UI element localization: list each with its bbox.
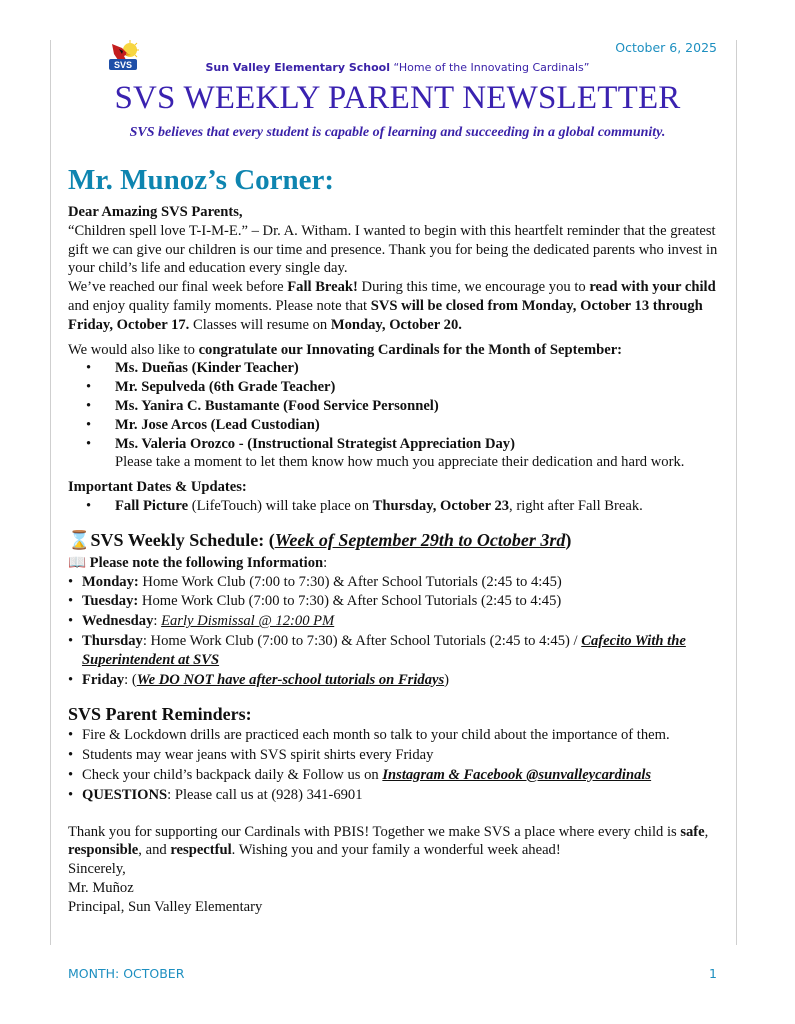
schedule-note-label: Please note the following Information: [89, 554, 324, 571]
text-run: ,: [704, 823, 709, 840]
list-item: [68, 359, 728, 378]
school-motto: SVS believes that every student is capable of learning and succeeding in a global community.: [129, 125, 666, 140]
day-text: :: [153, 613, 162, 630]
greeting: [68, 203, 728, 222]
signature-title: Principal, Sun Valley Elementary: [68, 898, 263, 915]
cafecito-link[interactable]: Cafecito With the Superintendent at SVS: [82, 632, 686, 668]
schedule-item-thursday: [68, 632, 728, 670]
school-tagline: “Home of the Innovating Cardinals”: [393, 61, 590, 74]
closure-dates-bold: SVS will be closed from Monday, October 13 through Friday, October 17.: [68, 297, 703, 333]
text-run: (LifeTouch) will take place on: [188, 497, 373, 514]
read-with-child-bold: read with your child: [589, 279, 716, 296]
honorees-list: [68, 359, 728, 472]
footer-month: MONTH: OCTOBER: [68, 966, 185, 981]
list-item: [68, 435, 728, 473]
schedule-heading-prefix: SVS Weekly Schedule: (: [90, 529, 275, 550]
honoree-name: Ms. Dueñas (Kinder Teacher): [115, 360, 299, 377]
text-run: and enjoy quality family moments. Please note that: [68, 297, 371, 314]
greeting-text: Dear Amazing SVS Parents,: [68, 204, 243, 220]
newsletter-date: October 6, 2025: [615, 40, 717, 55]
text-run: , right after Fall Break.: [509, 497, 643, 514]
reminder-text: Check your child’s backpack daily & Follow us on: [82, 766, 383, 783]
list-item: [68, 378, 728, 397]
schedule-item-friday: [68, 671, 728, 690]
resume-date-bold: Monday, October 20.: [330, 316, 462, 333]
honoree-name: Ms. Yanira C. Bustamante (Food Service Personnel): [115, 397, 439, 414]
reminder-text: Students may wear jeans with SVS spirit shirts every Friday: [82, 747, 434, 764]
school-line: [0, 61, 795, 74]
value-safe: safe: [680, 823, 705, 840]
day-label: Thursday: [82, 632, 143, 649]
friday-note: We DO NOT have after-school tutorials on Fridays: [136, 671, 445, 688]
dates-list: [68, 497, 728, 516]
signoff: Sincerely,: [68, 861, 126, 878]
dates-heading: [68, 478, 728, 497]
text-run: , and: [138, 842, 171, 859]
schedule-week: Week of September 29th to October 3rd: [274, 529, 566, 550]
congrats-bold: congratulate our Innovating Cardinals for the Month of September:: [198, 341, 623, 358]
text-run: Classes will resume on: [189, 316, 331, 333]
corner-heading: Mr. Munoz’s Corner:: [68, 164, 335, 196]
text-run: Thank you for supporting our Cardinals with PBIS! Together we make SVS a place where every child is: [68, 823, 681, 840]
schedule-item-wednesday: [68, 612, 728, 631]
day-text: : Home Work Club (7:00 to 7:30) & After School Tutorials (2:45 to 4:45) /: [142, 632, 582, 649]
list-item: [68, 786, 728, 805]
questions-label: QUESTIONS: [82, 786, 168, 803]
day-text: : (: [124, 671, 137, 688]
hourglass-icon: ⌛: [68, 529, 91, 550]
list-item: [68, 766, 728, 785]
congrats-paragraph: [68, 341, 728, 360]
day-label: Monday:: [82, 573, 139, 590]
list-item: [68, 746, 728, 765]
reminder-text: : Please call us at (928) 341-6901: [167, 786, 363, 803]
page-number: 1: [709, 966, 717, 981]
honoree-name: Ms. Valeria Orozco - (Instructional Strategist Appreciation Day): [115, 435, 515, 452]
appreciation-note: Please take a moment to let them know how much you appreciate their dedication and hard work.: [115, 454, 685, 471]
event-name: Fall Picture: [115, 497, 189, 514]
value-respectful: respectful: [170, 842, 232, 859]
value-responsible: responsible: [68, 842, 139, 859]
text-run: We would also like to: [68, 341, 199, 358]
signature-name: Mr. Muñoz: [68, 879, 134, 896]
reminders-heading: SVS Parent Reminders:: [68, 704, 252, 725]
fall-break-paragraph: [68, 278, 728, 334]
dates-heading-text: Important Dates & Updates:: [68, 479, 247, 496]
text-run: We’ve reached our final week before: [68, 279, 288, 296]
list-item: [68, 416, 728, 435]
reminders-list: [68, 726, 728, 804]
text-run: ): [444, 671, 450, 688]
event-date: Thursday, October 23: [372, 497, 510, 514]
day-label: Wednesday: [82, 613, 154, 630]
svg-text:SVS: SVS: [113, 60, 133, 70]
day-label: Tuesday:: [82, 593, 139, 610]
text-run: During this time, we encourage you to: [357, 279, 590, 296]
fall-break-bold: Fall Break!: [287, 279, 358, 296]
list-item: [68, 726, 728, 745]
early-dismissal-note: Early Dismissal @ 12:00 PM: [161, 613, 335, 630]
text-run: . Wishing you and your family a wonderful week ahead!: [231, 842, 561, 859]
social-media-link[interactable]: Instagram & Facebook @sunvalleycardinals: [382, 766, 652, 783]
honoree-name: Mr. Jose Arcos (Lead Custodian): [115, 416, 320, 433]
schedule-heading-suffix: ): [565, 529, 572, 550]
newsletter-body: [68, 163, 728, 917]
reminder-text: Fire & Lockdown drills are practiced each month so talk to your child about the importance of them.: [82, 727, 670, 744]
open-book-icon: 📖: [68, 554, 87, 571]
closing-paragraph: [68, 823, 728, 861]
newsletter-title: SVS WEEKLY PARENT NEWSLETTER: [114, 80, 681, 116]
schedule-list: [68, 573, 728, 690]
intro-paragraph: “Children spell love T-I-M-E.” – Dr. A. Witham. I wanted to begin with this heartfelt reminder that the greatest gift we can give our children is our time and presence. Thank you for being the dedicated parents who invest in your child’s life and education every single day.: [68, 222, 718, 277]
honoree-name: Mr. Sepulveda (6th Grade Teacher): [115, 379, 336, 396]
list-item: [68, 497, 728, 516]
schedule-item-tuesday: [68, 592, 728, 611]
day-label: Friday: [82, 671, 125, 688]
day-text: Home Work Club (7:00 to 7:30) & After School Tutorials (2:45 to 4:45): [138, 593, 562, 610]
schedule-note: [68, 554, 728, 573]
text-run: :: [323, 554, 328, 571]
day-text: Home Work Club (7:00 to 7:30) & After School Tutorials (2:45 to 4:45): [138, 573, 562, 590]
school-name: Sun Valley Elementary School: [205, 61, 391, 74]
list-item: [68, 397, 728, 416]
schedule-heading: [68, 528, 728, 552]
schedule-item-monday: [68, 573, 728, 592]
